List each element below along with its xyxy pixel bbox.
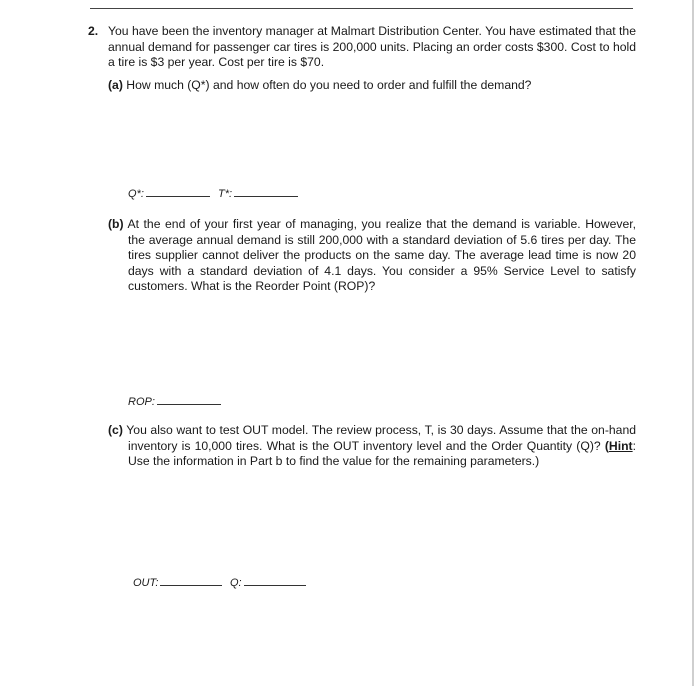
part-a [108, 78, 636, 94]
part-a-text: How much (Q*) and how often do you need to order and fulfill the demand? [126, 78, 532, 92]
part-b [108, 217, 636, 295]
part-c-hint-text: : Use the information in Part b to find the value for the remaining parameters.) [128, 438, 636, 469]
page-edge [692, 0, 694, 686]
answer-q-star-blank[interactable] [146, 186, 210, 197]
part-b-label: (b) [108, 217, 124, 231]
answer-t-star-label: T*: [218, 188, 233, 200]
answer-q-star-label: Q*: [128, 188, 144, 200]
question-text: You have been the inventory manager at Malmart Distribution Center. You have estimated that the annual demand for passenger car tires is 200,000 units. Placing an order costs $300. Cost to hold a tire is $3 per year. Cost per tire is $70. [108, 24, 636, 70]
part-c [108, 423, 636, 470]
answer-rop-label: ROP: [128, 396, 155, 408]
answer-q-label: Q: [230, 577, 242, 589]
answer-out-blank[interactable] [160, 575, 222, 586]
answer-q [230, 575, 306, 589]
part-b-text: At the end of your first year of managing, you realize that the demand is variable. However, the average annual demand is still 200,000 with a standard deviation of 5.6 tires per day. The tires supplier cannot deliver the products on the same day. The average lead time is now 20 days with a standard deviation of 4.1 days. You consider a 95% Service Level to satisfy customers. What is the Reorder Point (ROP)? [127, 217, 636, 294]
part-c-text: You also want to test OUT model. The review process, T, is 30 days. Assume that the on-hand inventory is 10,000 tires. What is the OUT inventory level and the Order Quantity (Q)? [126, 423, 636, 453]
answer-t-star-blank[interactable] [234, 186, 298, 197]
answer-q-blank[interactable] [244, 575, 306, 586]
answer-out [133, 575, 222, 589]
answer-out-label: OUT: [133, 577, 159, 589]
answer-rop [128, 394, 221, 408]
part-c-hint-open: ( [604, 438, 609, 453]
answer-q-star [128, 186, 210, 200]
answer-rop-blank[interactable] [157, 394, 221, 405]
part-c-hint-label: Hint [608, 438, 633, 453]
part-c-label: (c) [108, 423, 123, 437]
question-number: 2. [88, 24, 99, 38]
part-a-label: (a) [108, 78, 123, 92]
answer-t-star [218, 186, 298, 200]
top-rule [90, 8, 633, 9]
